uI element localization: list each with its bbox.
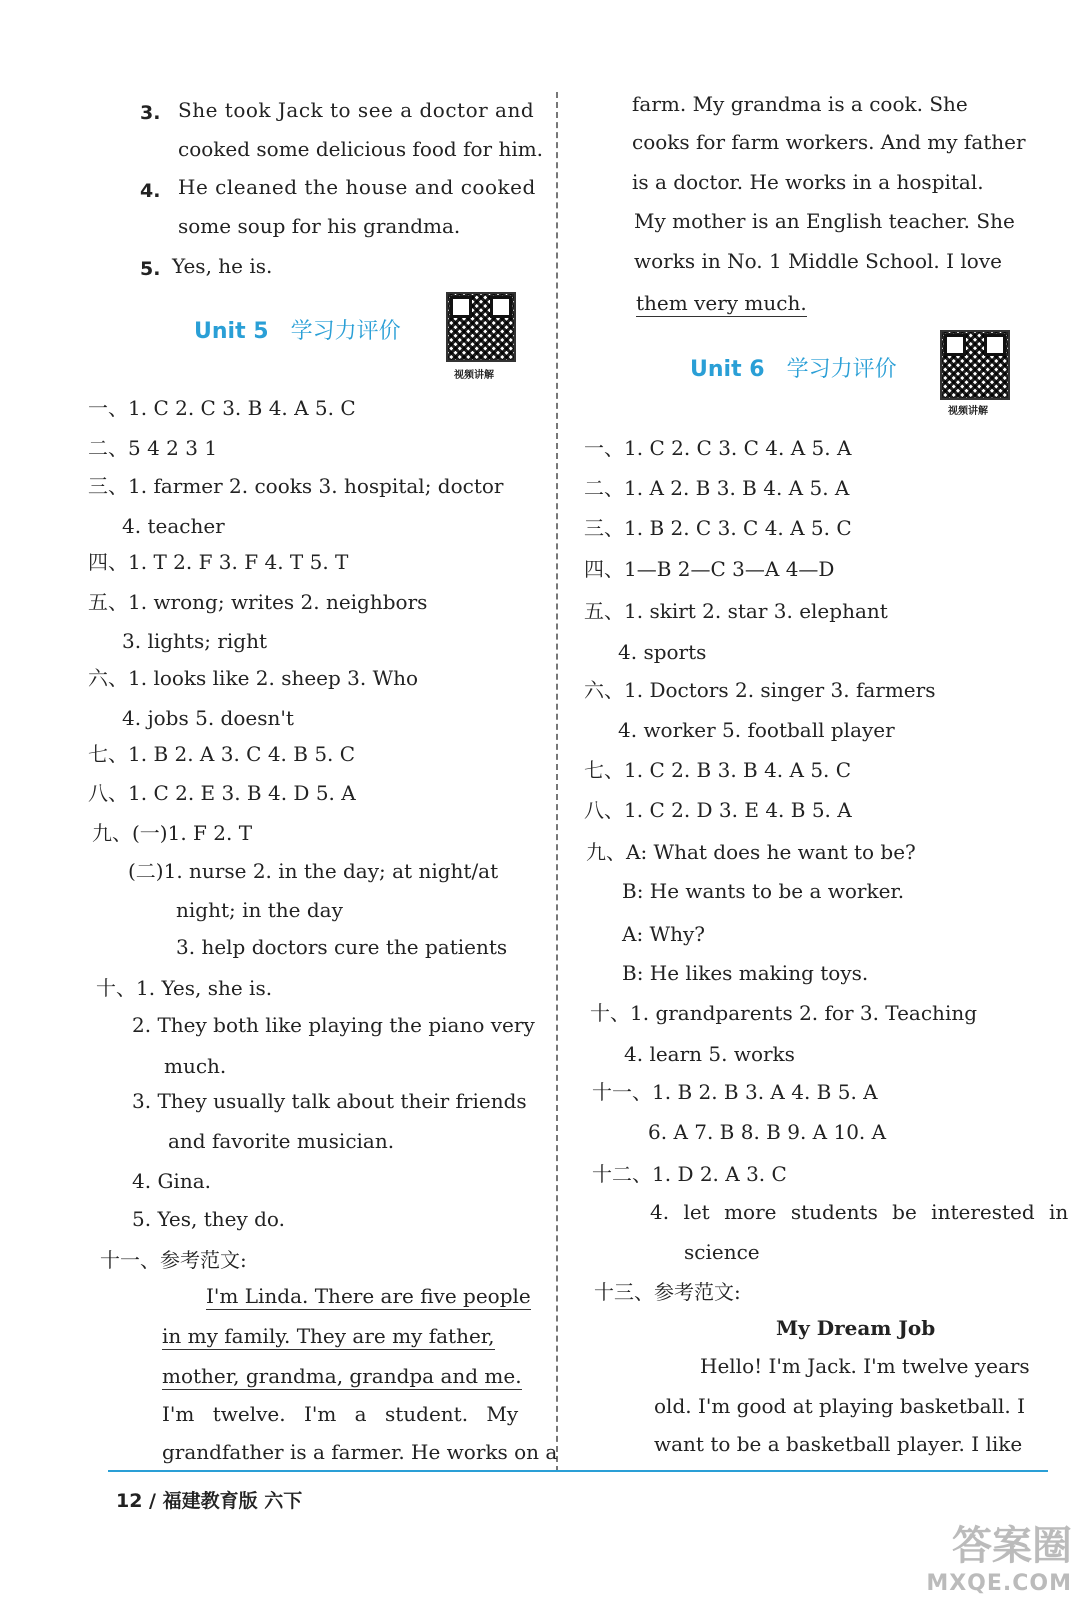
right-answer-9: 七、1. C 2. B 3. B 4. A 5. C — [584, 758, 852, 782]
right-essay-2: old. I'm good at playing basketball. I — [654, 1394, 1026, 1418]
right-answer-6: 4. sports — [618, 640, 707, 664]
left-item-4-num: 4. — [140, 180, 161, 202]
left-answer-10: 七、1. B 2. A 3. C 4. B 5. C — [88, 742, 356, 766]
right-answer-4: 四、1—B 2—C 3—A 4—D — [584, 557, 835, 581]
left-item-4-text: He cleaned the house and cooked — [178, 175, 536, 199]
left-item-5-num: 5. — [140, 258, 161, 280]
right-answer-3: 三、1. B 2. C 3. C 4. A 5. C — [584, 516, 852, 540]
left-answer-1: 一、1. C 2. C 3. B 4. A 5. C — [88, 396, 356, 420]
right-answer-21: science — [684, 1240, 760, 1264]
left-essay-1: I'm Linda. There are five people — [206, 1284, 531, 1308]
left-essay-4: I'm twelve. I'm a student. My — [162, 1402, 519, 1426]
unit5-qr-label: 视频讲解 — [454, 370, 494, 381]
left-answer-2: 二、5 4 2 3 1 — [88, 436, 218, 460]
right-essay-1: Hello! I'm Jack. I'm twelve years — [700, 1354, 1030, 1378]
unit6-qr-label: 视频讲解 — [948, 406, 988, 417]
right-answer-19: 十二、1. D 2. A 3. C — [592, 1162, 787, 1186]
right-answer-16: 4. learn 5. works — [624, 1042, 795, 1066]
right-essay-3: want to be a basketball player. I like — [654, 1432, 1023, 1456]
right-intro-3: is a doctor. He works in a hospital. — [632, 170, 984, 194]
left-item-5-text: Yes, he is. — [172, 254, 273, 278]
left-answer-12: 九、(一)1. F 2. T — [92, 821, 253, 845]
left-answer-18: much. — [164, 1054, 227, 1078]
left-answer-5: 四、1. T 2. F 3. F 4. T 5. T — [88, 550, 349, 574]
left-answer-9: 4. jobs 5. doesn't — [122, 706, 294, 730]
right-answer-22: 十三、参考范文: — [594, 1280, 741, 1304]
right-intro-2: cooks for farm workers. And my father — [632, 130, 1026, 154]
page-footer: 12 / 福建教育版 六下 — [116, 1490, 303, 1512]
right-answer-17: 十一、1. B 2. B 3. A 4. B 5. A — [592, 1080, 878, 1104]
left-answer-16: 十、1. Yes, she is. — [96, 976, 273, 1000]
right-answer-12: B: He wants to be a worker. — [622, 879, 905, 903]
watermark-line1: 答案圈 — [952, 1523, 1072, 1569]
right-answer-20: 4. let more students be interested in — [650, 1200, 1069, 1224]
left-answer-6: 五、1. wrong; writes 2. neighbors — [88, 590, 428, 614]
right-intro-6: them very much. — [636, 291, 807, 315]
left-essay-5: grandfather is a farmer. He works on a — [162, 1440, 558, 1464]
left-answer-20: and favorite musician. — [168, 1129, 395, 1153]
left-answer-23: 十一、参考范文: — [100, 1248, 247, 1272]
right-answer-18: 6. A 7. B 8. B 9. A 10. A — [648, 1120, 887, 1144]
left-answer-7: 3. lights; right — [122, 629, 267, 653]
watermark-line2: MXQE.COM — [926, 1571, 1072, 1596]
unit6-qr-code[interactable] — [940, 330, 1010, 400]
left-answer-14: night; in the day — [176, 898, 343, 922]
left-item-3-text-cont: cooked some delicious food for him. — [178, 137, 544, 161]
left-answer-22: 5. Yes, they do. — [132, 1207, 285, 1231]
right-answer-15: 十、1. grandparents 2. for 3. Teaching — [590, 1001, 978, 1025]
left-answer-3: 三、1. farmer 2. cooks 3. hospital; doctor — [88, 474, 504, 498]
left-answer-8: 六、1. looks like 2. sheep 3. Who — [88, 666, 419, 690]
footer-rule — [108, 1470, 1048, 1472]
left-item-3-text: She took Jack to see a doctor and — [178, 98, 535, 122]
watermark-logo — [926, 1514, 1072, 1596]
left-item-3-num: 3. — [140, 102, 161, 124]
left-answer-21: 4. Gina. — [132, 1169, 211, 1193]
left-answer-4: 4. teacher — [122, 514, 225, 538]
left-answer-19: 3. They usually talk about their friends — [132, 1089, 527, 1113]
unit5-title: Unit 5 学习力评价 — [194, 319, 401, 344]
right-answer-8: 4. worker 5. football player — [618, 718, 895, 742]
right-answer-1: 一、1. C 2. C 3. C 4. A 5. A — [584, 436, 852, 460]
right-intro-4: My mother is an English teacher. She — [634, 209, 1015, 233]
right-answer-5: 五、1. skirt 2. star 3. elephant — [584, 599, 888, 623]
left-answer-11: 八、1. C 2. E 3. B 4. D 5. A — [88, 781, 356, 805]
column-divider — [556, 92, 558, 1472]
essay-title: My Dream Job — [776, 1316, 936, 1340]
left-essay-3: mother, grandma, grandpa and me. — [162, 1364, 522, 1388]
right-intro-5: works in No. 1 Middle School. I love — [634, 249, 1002, 273]
right-intro-1: farm. My grandma is a cook. She — [632, 92, 968, 116]
right-answer-2: 二、1. A 2. B 3. B 4. A 5. A — [584, 476, 850, 500]
right-answer-11: 九、A: What does he want to be? — [586, 840, 916, 864]
left-answer-15: 3. help doctors cure the patients — [176, 935, 508, 959]
right-answer-7: 六、1. Doctors 2. singer 3. farmers — [584, 678, 936, 702]
right-answer-10: 八、1. C 2. D 3. E 4. B 5. A — [584, 798, 852, 822]
right-answer-13: A: Why? — [622, 922, 705, 946]
unit6-title: Unit 6 学习力评价 — [690, 357, 897, 382]
right-answer-14: B: He likes making toys. — [622, 961, 869, 985]
left-item-4-text-cont: some soup for his grandma. — [178, 214, 461, 238]
left-essay-2: in my family. They are my father, — [162, 1324, 495, 1348]
unit5-qr-code[interactable] — [446, 292, 516, 362]
left-answer-17: 2. They both like playing the piano very — [132, 1013, 535, 1037]
left-answer-13: (二)1. nurse 2. in the day; at night/at — [128, 859, 499, 883]
